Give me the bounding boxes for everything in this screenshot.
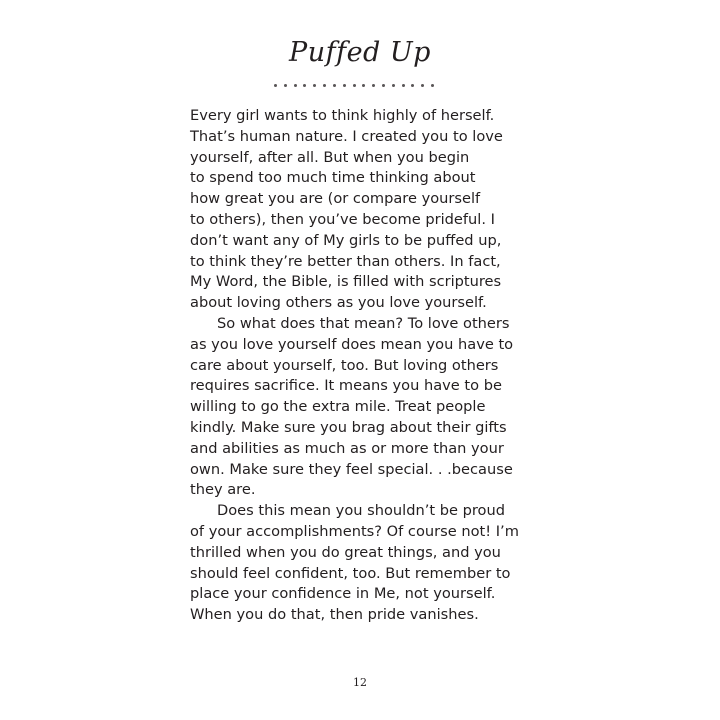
divider-dot (392, 84, 395, 87)
paragraph-start-line: Does this mean you shouldn’t be proud (217, 502, 505, 520)
text-line: That’s human nature. I created you to love (190, 127, 503, 145)
text-line: kindly. Make sure you brag about their gifts (190, 418, 507, 436)
text-line: and abilities as much as or more than your (190, 439, 504, 457)
text-line: yourself, after all. But when you begin (190, 148, 470, 166)
divider-dot (303, 84, 306, 87)
text-line: as you love yourself does mean you have to (190, 335, 514, 353)
divider-dot (284, 84, 287, 87)
divider-dot (402, 84, 405, 87)
divider-dot (294, 84, 297, 87)
text-line: don’t want any of My girls to be puffed up, (190, 231, 502, 249)
divider-dot (362, 84, 365, 87)
divider-dot (431, 84, 434, 87)
text-line: willing to go the extra mile. Treat people (190, 398, 486, 416)
text-line: to others), then you’ve become prideful. I (190, 210, 495, 228)
text-line: care about yourself, too. But loving others (190, 356, 499, 374)
divider-dot (323, 84, 326, 87)
text-line: thrilled when you do great things, and you (190, 543, 501, 561)
text-line: place your confidence in Me, not yourself. (190, 585, 496, 603)
divider-dot (313, 84, 316, 87)
text-line: should feel confident, too. But remember to (190, 564, 511, 582)
text-line: about loving others as you love yourself. (190, 294, 487, 312)
divider-dot (382, 84, 385, 87)
divider-dot (411, 84, 414, 87)
divider-dot (333, 84, 336, 87)
text-line: My Word, the Bible, is filled with scriptures (190, 273, 502, 291)
text-line: own. Make sure they feel special. . .because (190, 460, 513, 478)
text-line: of your accomplishments? Of course not! I’m (190, 522, 519, 540)
page-number: 12 (353, 676, 367, 689)
paragraph-start-line: So what does that mean? To love others (217, 314, 510, 332)
divider-dot (372, 84, 375, 87)
text-line: requires sacrifice. It means you have to be (190, 377, 502, 395)
text-line: to think they’re better than others. In fact, (190, 252, 501, 270)
divider-dot (421, 84, 424, 87)
page-title: Puffed Up (289, 37, 431, 68)
body-text (190, 106, 522, 626)
text-line: When you do that, then pride vanishes. (190, 606, 479, 624)
text-line: Every girl wants to think highly of herself. (190, 107, 495, 124)
divider-dot (353, 84, 356, 87)
text-line: they are. (190, 481, 256, 499)
text-line: to spend too much time thinking about (190, 169, 476, 187)
divider-dot (274, 84, 277, 87)
text-line: how great you are (or compare yourself (190, 190, 481, 208)
divider-dot (343, 84, 346, 87)
title-divider (274, 81, 434, 89)
